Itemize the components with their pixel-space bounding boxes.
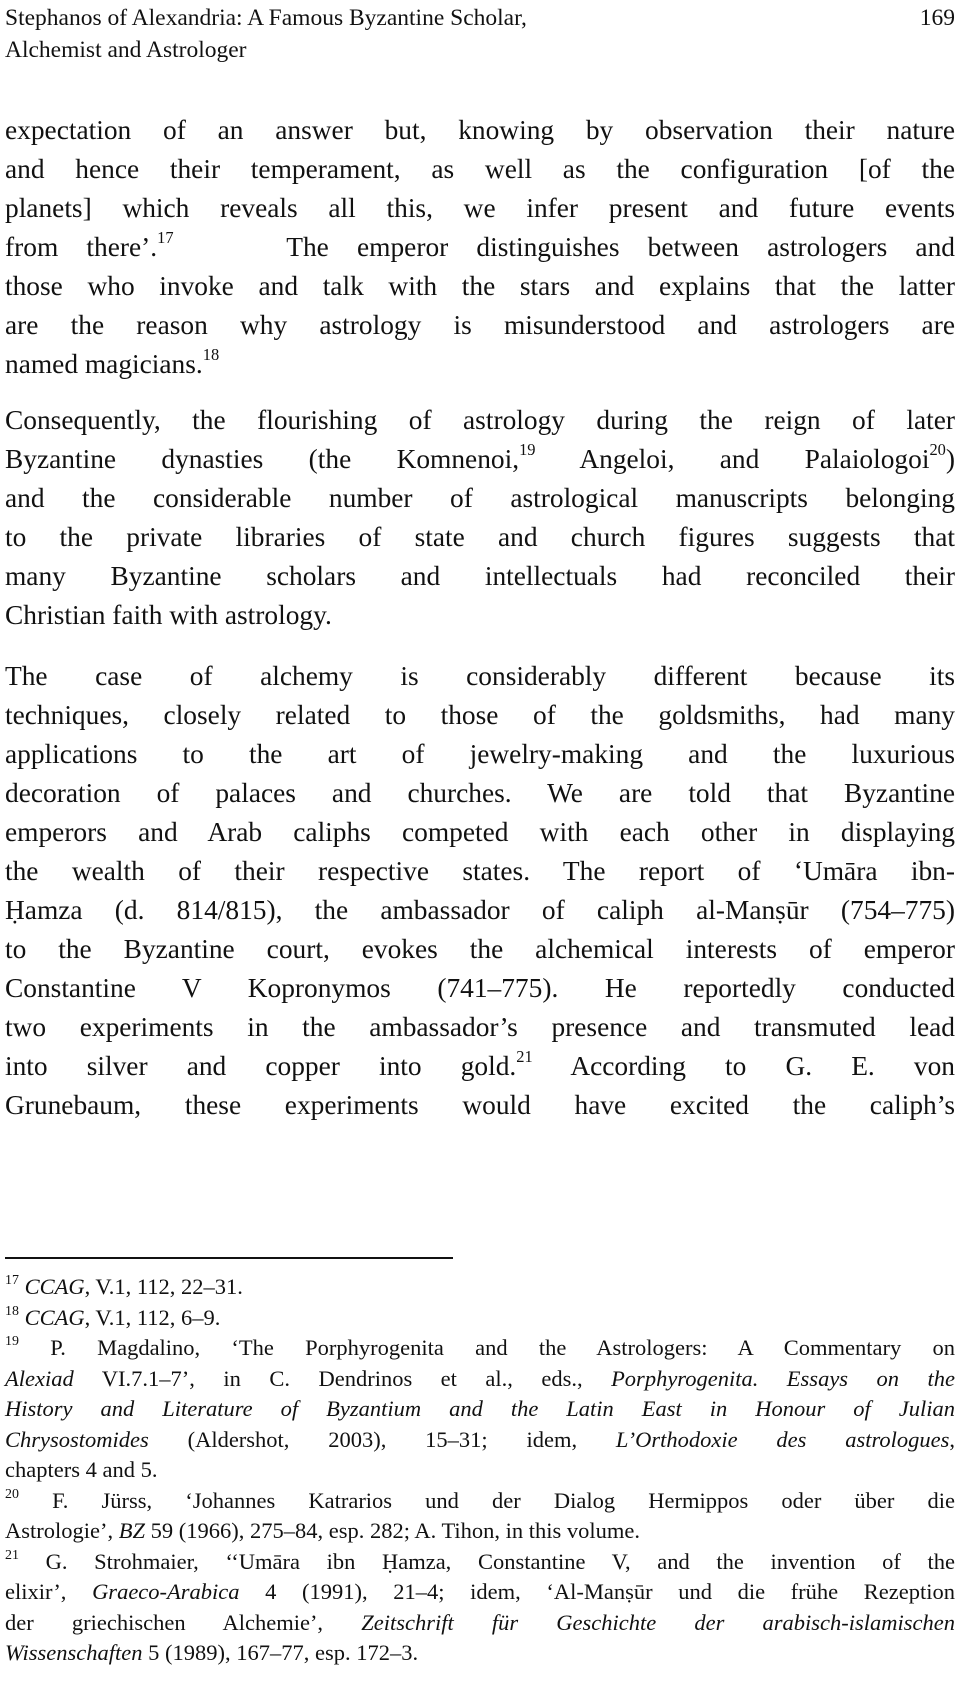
footnote-text: VI.7.1–7’, in C. Dendrinos et al., eds., [73, 1365, 612, 1391]
text-line: are the reason why astrology is misunderstood and astrologers are [5, 310, 955, 340]
footnote-number: 21 [5, 1547, 19, 1563]
footnote-italic: Alexiad [5, 1365, 74, 1391]
footnote-text: , [949, 1426, 955, 1452]
text-line: Consequently, the flourishing of astrology during the reign of later [5, 405, 955, 435]
footnote-text: P. Magdalino, ‘The Porphyrogenita and the Astrologers: A Commentary on [50, 1335, 955, 1360]
footnote-21 [5, 1547, 955, 1578]
footnote-ref-20[interactable]: 20 [929, 440, 946, 460]
text-run: from there’. [5, 232, 158, 262]
footnote-ref-19[interactable]: 19 [519, 440, 536, 460]
footnote-19 [5, 1333, 955, 1364]
footnote-ref-17[interactable]: 17 [157, 228, 174, 248]
footnote-text: (Aldershot, 2003), 15–31; idem, [148, 1426, 616, 1452]
text-line: Ḥamza (d. 814/815), the ambassador of caliph al-Manṣūr (754–775) [5, 895, 955, 925]
footnote-text: Astrologie’, [5, 1518, 119, 1543]
text-line [5, 440, 955, 479]
footnote-number: 19 [5, 1334, 19, 1350]
text-line: The case of alchemy is considerably different because its [5, 661, 955, 691]
text-line: decoration of palaces and churches. We are told that Byzantine [5, 778, 955, 808]
footnote-separator [5, 1257, 453, 1259]
footnote-21-cont [5, 1638, 955, 1669]
text-line: techniques, closely related to those of the goldsmiths, had many [5, 700, 955, 730]
footnote-19-cont [5, 1394, 955, 1425]
text-line: two experiments in the ambassador’s presence and transmuted lead [5, 1012, 955, 1042]
footnote-text: , V.1, 112, 6–9. [84, 1304, 221, 1330]
text-line: the wealth of their respective states. The report of ‘Umāra ibn- [5, 856, 955, 886]
footnote-20-cont [5, 1516, 955, 1547]
text-line: and the considerable number of astrological manuscripts belonging [5, 483, 955, 513]
paragraph-2 [5, 401, 955, 635]
text-line: emperors and Arab caliphs competed with each other in displaying [5, 817, 955, 847]
footnote-text: F. Jürss, ‘Johannes Katrarios und der Dialog Hermippos oder über die [52, 1487, 956, 1513]
text-line: those who invoke and talk with the stars and explains that the latter [5, 271, 955, 301]
text-line: Christian faith with astrology. [5, 600, 332, 630]
footnote-italic: History and Literature of Byzantium and the Latin East in Honour of Julian [5, 1396, 955, 1421]
footnote-17 [5, 1272, 955, 1303]
text-line: Constantine V Kopronymos (741–775). He reportedly conducted [5, 973, 955, 1003]
header-title-line: Stephanos of Alexandria: A Famous Byzantine Scholar, [5, 5, 527, 31]
footnote-number: 17 [5, 1273, 19, 1289]
footnote-italic: L’Orthodoxie des astrologues [615, 1426, 950, 1452]
text-line: Grunebaum, these experiments would have excited the caliph’s [5, 1090, 955, 1120]
text-line [5, 345, 955, 384]
footnote-italic: Chrysostomides [5, 1426, 149, 1452]
running-header [5, 2, 955, 72]
text-line: many Byzantine scholars and intellectuals had reconciled their [5, 561, 955, 591]
footnote-italic: Porphyrogenita. Essays on the [611, 1365, 955, 1391]
text-line: expectation of an answer but, knowing by observation their nature [5, 115, 955, 145]
text-run: Byzantine dynasties (the Komnenoi, [5, 444, 520, 474]
header-title [5, 2, 527, 66]
footnotes [5, 1272, 955, 1669]
text-line: and hence their temperament, as well as the configuration [of the [5, 154, 955, 184]
text-run: The emperor distinguishes between astrologers and [286, 232, 955, 262]
text-line: planets] which reveals all this, we infer present and future events [5, 193, 955, 223]
footnote-text: 4 (1991), 21–4; idem, ‘Al-Manṣūr und die frühe Rezeption [239, 1579, 955, 1604]
footnote-number: 20 [5, 1486, 19, 1502]
text-line: to the private libraries of state and church figures suggests that [5, 522, 955, 552]
footnote-18 [5, 1303, 955, 1334]
footnote-ref-18[interactable]: 18 [202, 345, 220, 365]
footnote-19-cont: chapters 4 and 5. [5, 1457, 158, 1482]
footnote-italic: Graeco-Arabica [92, 1579, 240, 1604]
text-line: to the Byzantine court, evokes the alchemical interests of emperor [5, 934, 955, 964]
text-run: named magicians. [5, 349, 203, 379]
text-line [5, 1047, 955, 1086]
footnote-italic: CCAG [24, 1304, 85, 1330]
text-run: ) [945, 444, 955, 474]
paragraph-3 [5, 657, 955, 1125]
footnote-19-cont [5, 1364, 955, 1395]
footnote-ref-21[interactable]: 21 [516, 1047, 533, 1067]
footnote-text: 5 (1989), 167–77, esp. 172–3. [142, 1640, 419, 1665]
page-number: 169 [919, 5, 955, 31]
footnote-italic: Zeitschrift für Geschichte der arabisch-islamischen [361, 1609, 955, 1635]
text-line: applications to the art of jewelry-making and the luxurious [5, 739, 955, 769]
footnote-21-cont [5, 1608, 955, 1639]
text-line [5, 228, 955, 267]
header-title-line: Alchemist and Astrologer [5, 37, 247, 63]
footnote-text: G. Strohmaier, ‘‘Umāra ibn Ḥamza, Constantine V, and the invention of the [45, 1548, 955, 1574]
footnote-19-cont [5, 1425, 955, 1456]
footnote-number: 18 [5, 1303, 19, 1319]
footnote-text: , V.1, 112, 22–31. [84, 1274, 243, 1299]
footnote-text: der griechischen Alchemie’, [5, 1609, 362, 1635]
footnote-text: elixir’, [5, 1579, 93, 1604]
footnote-21-cont [5, 1577, 955, 1608]
footnote-italic: BZ [118, 1518, 145, 1543]
text-run: According to G. E. von [570, 1051, 955, 1081]
text-run: into silver and copper into gold. [5, 1051, 517, 1081]
paragraph-1 [5, 111, 955, 384]
footnote-italic: Wissenschaften [5, 1640, 143, 1665]
footnote-text: 59 (1966), 275–84, esp. 282; A. Tihon, in this volume. [145, 1518, 641, 1543]
footnote-20 [5, 1486, 955, 1517]
footnote-italic: CCAG [24, 1274, 85, 1299]
text-run: Angeloi, and Palaiologoi [579, 444, 930, 474]
